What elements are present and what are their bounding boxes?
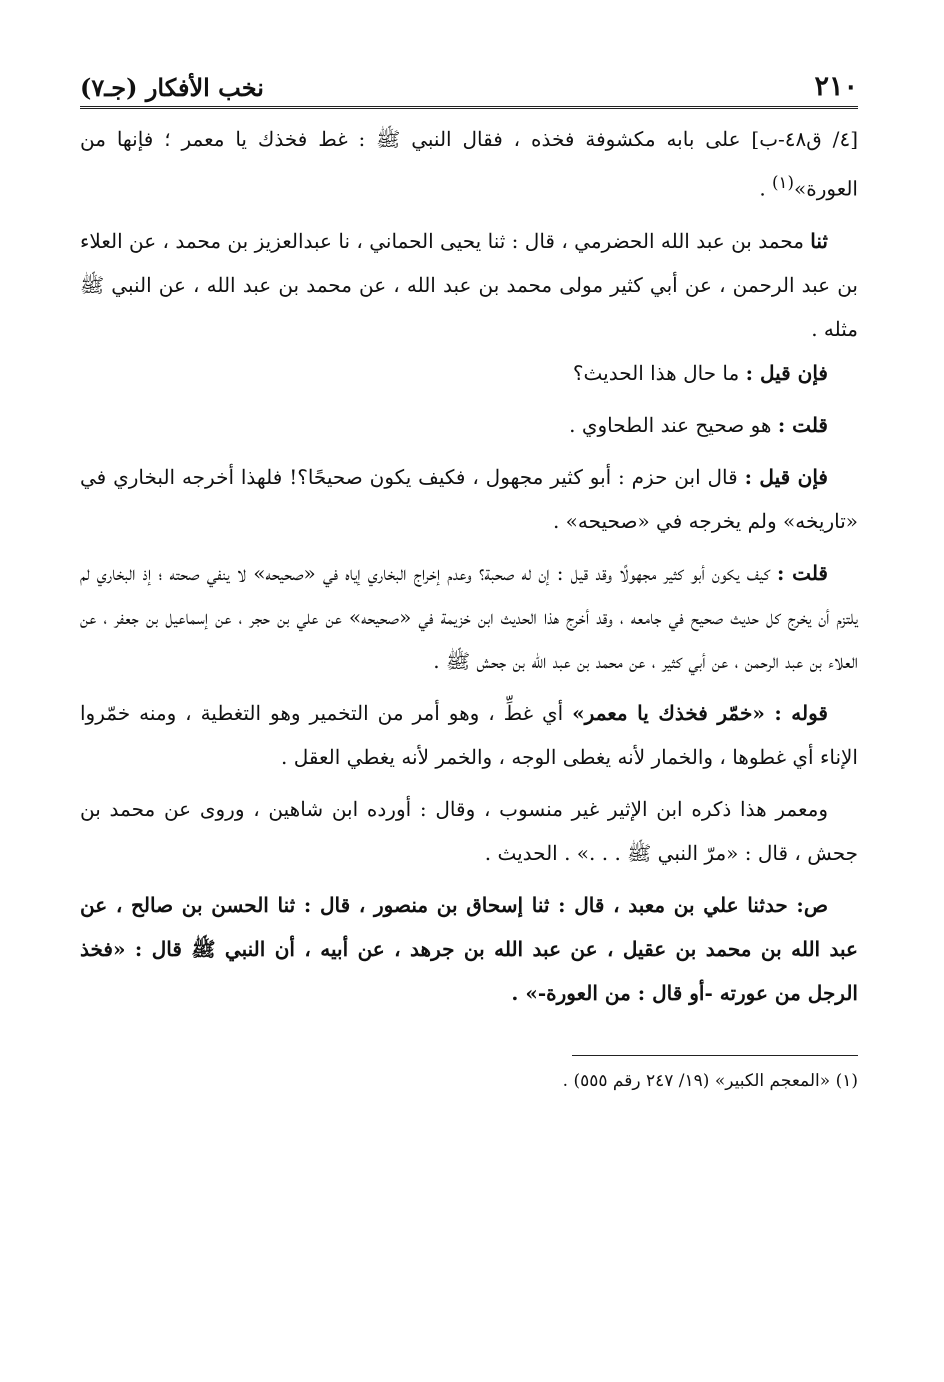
paragraph-continuation	[80, 117, 858, 211]
footnote-divider	[572, 1055, 858, 1056]
paragraph-note: ومعمر هذا ذكره ابن الإثير غير منسوب ، وقال : أورده ابن شاهين ، وروى عن محمد بن جحش ، قال : «مرّ النبي ﷺ . . .» . الحديث .	[80, 796, 858, 865]
paragraph-lead: فإن قيل :	[745, 360, 828, 385]
paragraph-text: كيف يكون أبو كثير مجهولًا وقد قيل : إن له صحبة؟ وعدم إخراج البخاري إياه في «صحيحه» لا ينفي صحته ؛ إذ البخاري لم يلتزم أن يخرج كل حديث صحيح في جامعه ، وقد أخرج هذا الحديث ابن خزيمة في «صحيحه» عن علي بن حجر ، عن إسماعيل بن جعفر ، عن العلاء بن عبد الرحمن ، عن أبي كثير ، عن محمد بن عبد الله بن جحش ﷺ .	[80, 560, 858, 673]
paragraph-text: ما حال هذا الحديث؟	[572, 360, 746, 385]
paragraph-lead: قلت :	[777, 412, 828, 437]
paragraph-text: أي غطِّ ، وهو أمر من التخمير وهو التغطية ، ومنه خمّروا الإناء أي غطوها ، والخمار لأنه يغطى الوجه ، والخمر لأنه يغطي العقل .	[80, 700, 858, 769]
paragraph-lead: ثنا	[810, 228, 828, 253]
footnote: (١) «المعجم الكبير» (١٩/ ٢٤٧ رقم ٥٥٥) .	[562, 1070, 858, 1091]
paragraph-text: محمد بن عبد الله الحضرمي ، قال : ثنا يحيى الحماني ، نا عبدالعزيز بن محمد ، عن العلاء بن عبد الرحمن ، عن أبي كثير مولى محمد بن عبد الله ، عن محمد بن عبد الله ، عن النبي ﷺ مثله .	[80, 228, 858, 341]
running-title: نخب الأفكار (جـ٧)	[80, 73, 264, 102]
footnote-ref: (١)	[772, 173, 794, 192]
paragraph-tail: .	[759, 176, 773, 201]
paragraph-lead: قلت :	[777, 560, 828, 585]
book-page	[80, 50, 858, 1096]
paragraph-text: قال ابن حزم : أبو كثير مجهول ، فكيف يكون صحيحًا؟! فلهذا أخرجه البخاري في «تاريخه» ولم يخرجه في «صحيحه» .	[80, 464, 858, 533]
paragraph-isnad	[80, 219, 858, 351]
paragraph-objection	[80, 455, 858, 543]
page-header	[80, 50, 858, 109]
paragraph-lead: قوله : «خمّر فخذك يا معمر»	[572, 700, 828, 725]
paragraph-answer	[80, 403, 858, 447]
paragraph-lead: فإن قيل :	[744, 464, 828, 489]
paragraph-explanation	[80, 691, 858, 779]
paragraph-hadith: ص: حدثنا علي بن معبد ، قال : ثنا إسحاق بن منصور ، قال : ثنا الحسن بن صالح ، عن عبد الله بن محمد بن عقيل ، عن عبد الله بن جرهد ، عن أبيه ، أن النبي ﷺ قال : «فخذ الرجل من عورته -أو قال : من العورة-» .	[80, 892, 858, 1005]
paragraph-response	[80, 551, 858, 683]
paragraph-question	[80, 351, 858, 395]
paragraph-text: [٤/ ق٤٨-ب] على بابه مكشوفة فخذه ، فقال النبي ﷺ : غط فخذك يا معمر ؛ فإنها من العورة»	[80, 127, 858, 201]
page-number: ٢١٠	[814, 71, 858, 102]
paragraph-text: هو صحيح عند الطحاوي .	[569, 412, 778, 437]
